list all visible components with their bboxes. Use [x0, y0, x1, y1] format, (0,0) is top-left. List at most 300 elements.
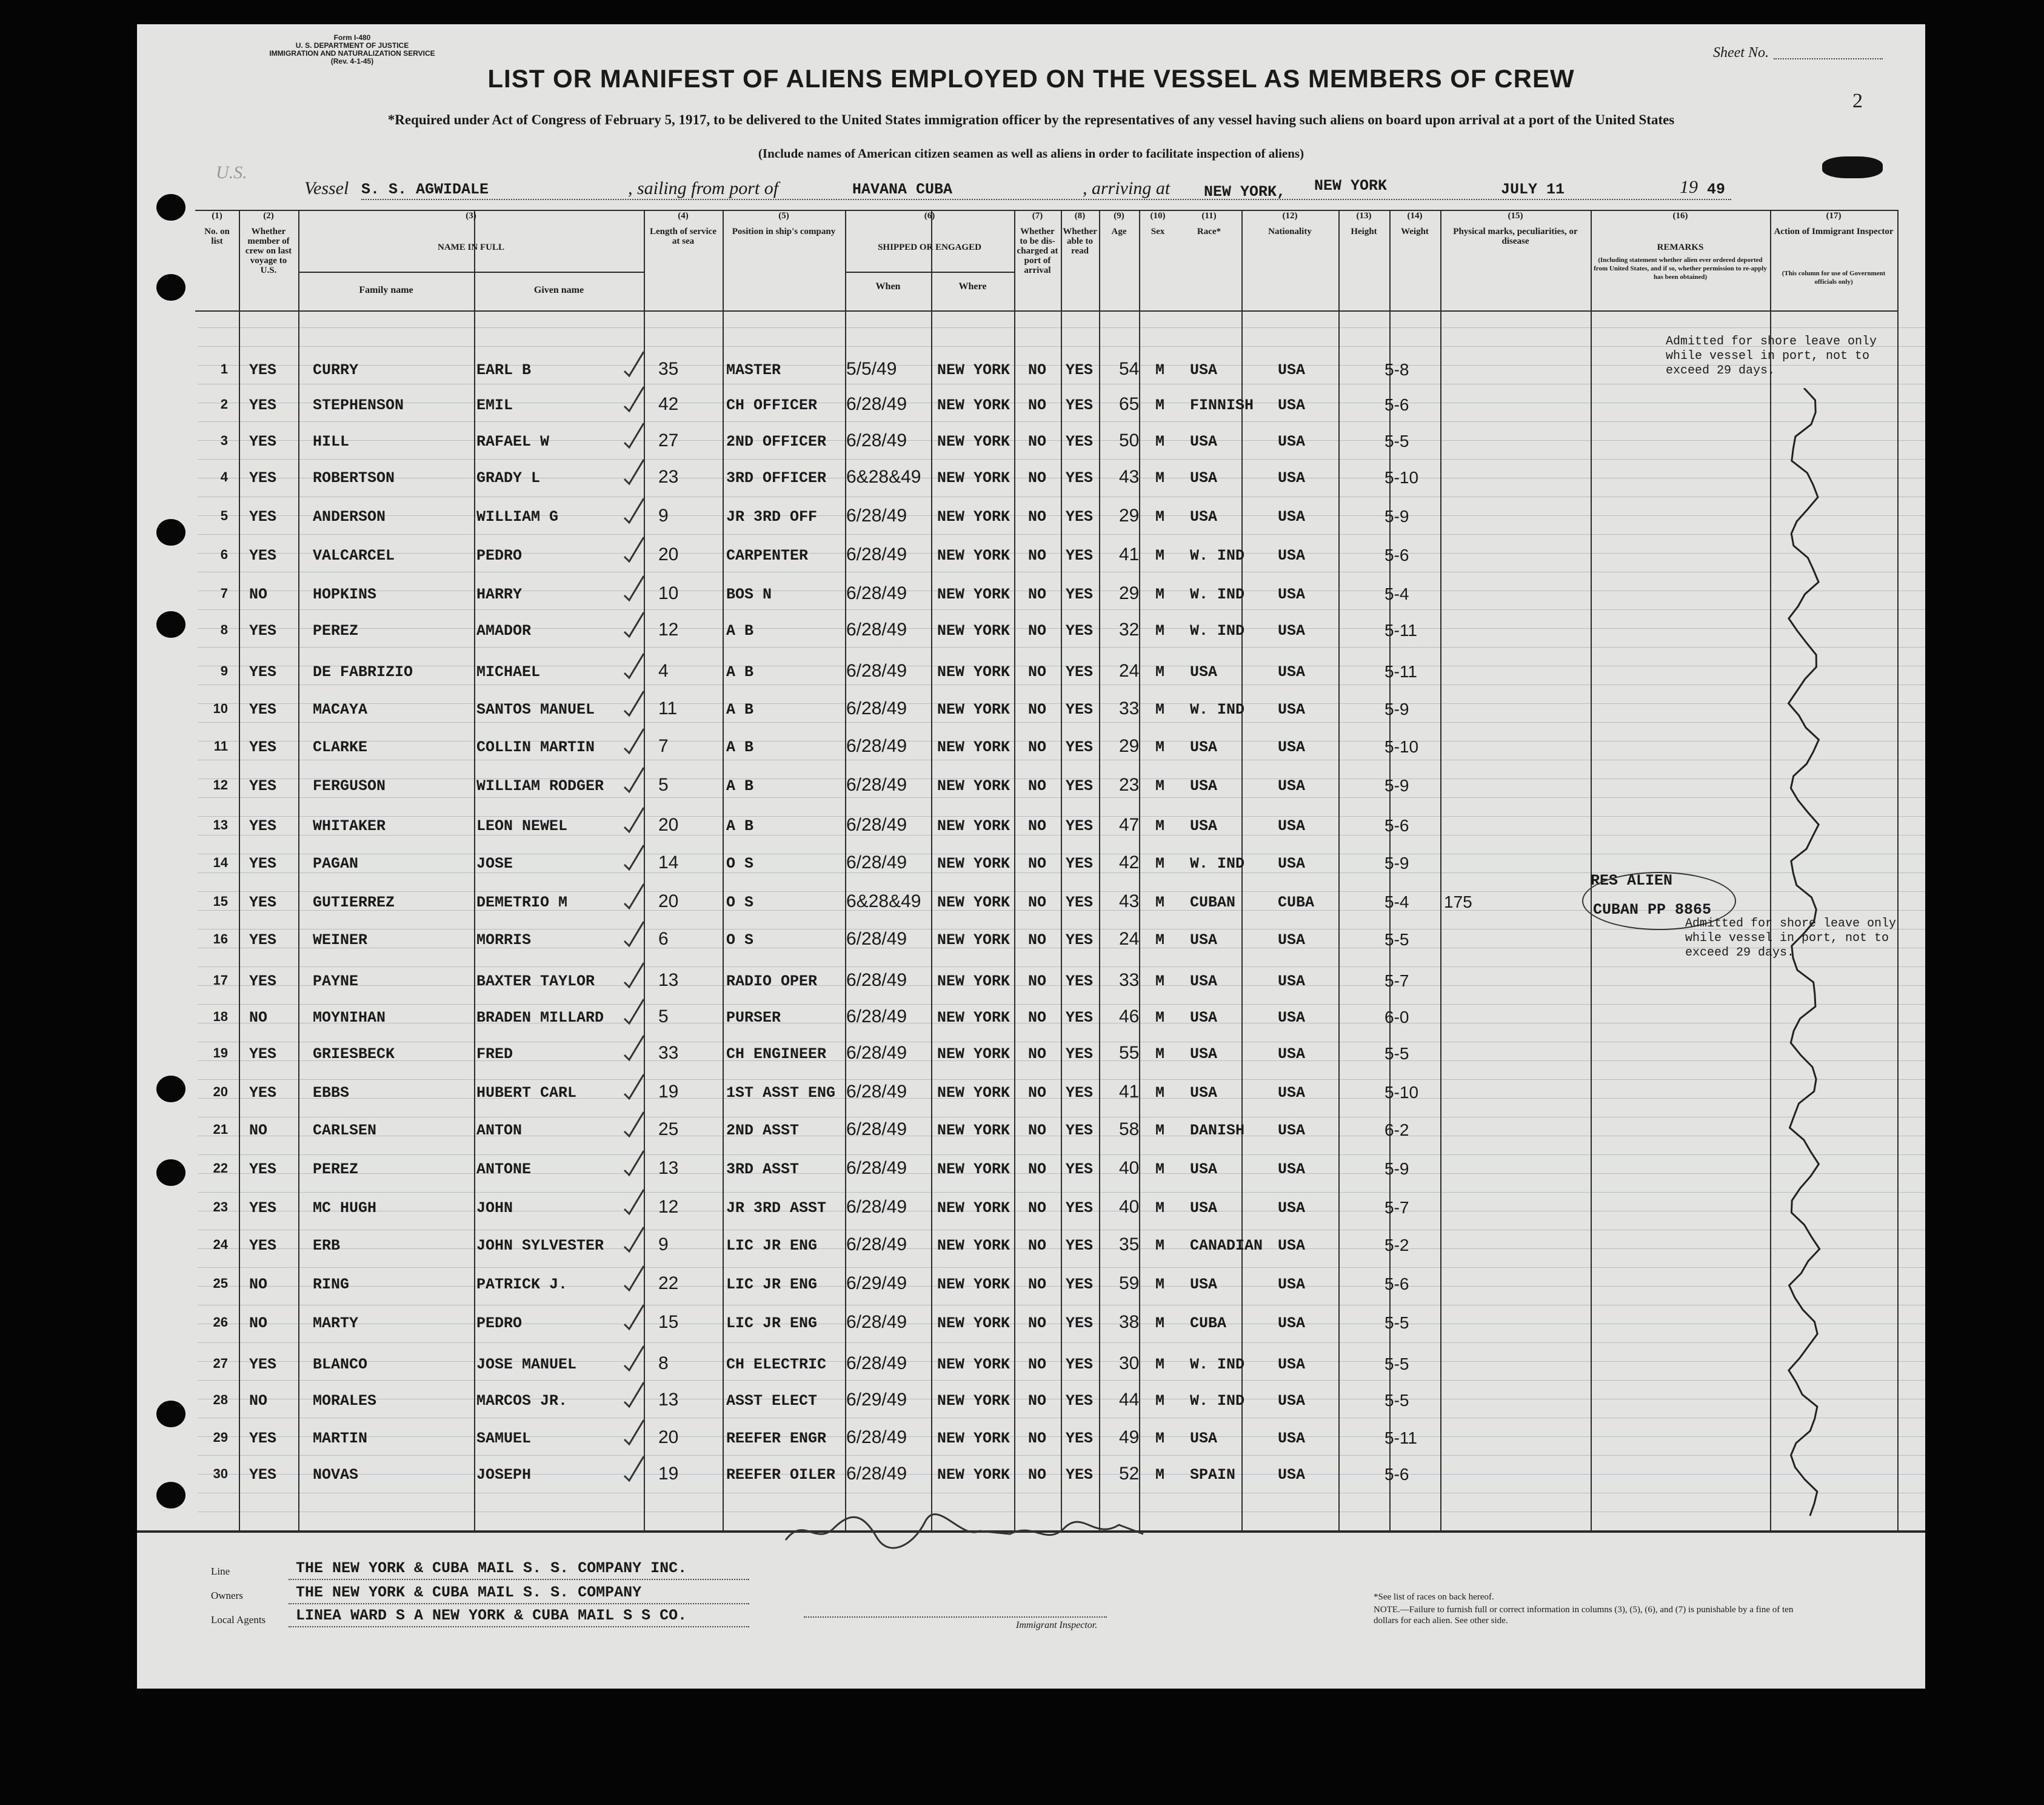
height: 5-9 [1384, 854, 1409, 872]
line-underline [289, 1579, 749, 1580]
nationality: CUBA [1278, 894, 1315, 911]
family-name: ERB [313, 1237, 341, 1254]
height: 5-2 [1384, 1236, 1409, 1254]
position: O S [726, 931, 754, 949]
able-to-read: YES [1066, 701, 1094, 718]
shipped-where: NEW YORK [937, 1276, 1010, 1293]
sex: M [1155, 1237, 1165, 1254]
shipped-subdivider [931, 272, 932, 1530]
age: 29 [1119, 583, 1140, 603]
column-title: Nationality [1268, 227, 1312, 236]
age: 54 [1119, 359, 1140, 379]
height: 5-7 [1384, 1198, 1409, 1217]
service-length: 13 [658, 1390, 679, 1410]
shipped-when: 6/28/49 [846, 1464, 907, 1484]
family-name: MORALES [313, 1392, 377, 1410]
column-divider [1014, 210, 1015, 1530]
check-mark-icon [622, 919, 646, 949]
shipped-when: 6/28/49 [846, 1043, 907, 1063]
able-to-read: YES [1066, 1199, 1094, 1217]
service-length: 20 [658, 815, 679, 835]
row-number: 21 [213, 1122, 228, 1137]
shipped-when: 6/28/49 [846, 1119, 907, 1139]
discharged: NO [1028, 433, 1047, 450]
year-suffix: 49 [1707, 181, 1726, 198]
shipped-when: 6/28/49 [846, 1234, 907, 1254]
able-to-read: YES [1066, 1237, 1094, 1254]
given-name: MORRIS [476, 931, 532, 949]
shipped-where: NEW YORK [937, 777, 1010, 795]
shipped-when: 6/28/49 [846, 1082, 907, 1102]
row-number: 29 [213, 1430, 228, 1445]
race: USA [1190, 777, 1218, 795]
able-to-read: YES [1066, 1009, 1094, 1026]
height: 5-6 [1384, 1465, 1409, 1484]
able-to-read: YES [1066, 663, 1094, 681]
height: 6-2 [1384, 1120, 1409, 1139]
column-title: Whether member of crew on last voyage to U.S. [245, 227, 292, 275]
column-divider [1061, 210, 1062, 1530]
given-name: SAMUEL [476, 1430, 532, 1447]
discharged: NO [1028, 1276, 1047, 1293]
crew-last-voyage: YES [249, 1466, 277, 1484]
family-name: ANDERSON [313, 508, 386, 526]
service-name: IMMIGRATION AND NATURALIZATION SERVICE [269, 49, 435, 58]
row-number: 18 [213, 1009, 228, 1024]
given-name: HUBERT CARL [476, 1084, 577, 1102]
row-number: 12 [213, 777, 228, 792]
check-mark-icon [622, 1187, 646, 1217]
position: CH ENGINEER [726, 1045, 827, 1063]
shipped-when: 6/28/49 [846, 929, 907, 949]
sex: M [1155, 586, 1165, 603]
vessel-label: Vessel [304, 178, 349, 198]
given-name: JOHN SYLVESTER [476, 1237, 604, 1254]
able-to-read: YES [1066, 508, 1094, 526]
nationality: USA [1278, 361, 1306, 379]
sex: M [1155, 469, 1165, 487]
column-title: Whether to be dis-charged at port of arrival [1017, 227, 1058, 275]
column-header [1139, 211, 1177, 332]
family-name: PAGAN [313, 855, 359, 872]
nationality: USA [1278, 1392, 1306, 1410]
given-name: AMADOR [476, 622, 532, 640]
race: W. IND [1190, 1356, 1245, 1373]
column-number: (17) [1826, 211, 1842, 221]
sex: M [1155, 777, 1165, 795]
sex: M [1155, 931, 1165, 949]
crew-last-voyage: YES [249, 1199, 277, 1217]
able-to-read: YES [1066, 855, 1094, 872]
row-number: 4 [220, 469, 228, 484]
row-number: 9 [220, 663, 228, 678]
able-to-read: YES [1066, 777, 1094, 795]
able-to-read: YES [1066, 1392, 1094, 1410]
height: 5-5 [1384, 930, 1409, 949]
shipped-where: NEW YORK [937, 1045, 1010, 1063]
crew-last-voyage: YES [249, 1045, 277, 1063]
race: W. IND [1190, 701, 1245, 718]
given-name: BRADEN MILLARD [476, 1009, 604, 1026]
family-name: WHITAKER [313, 817, 386, 835]
shipped-where: NEW YORK [937, 1199, 1010, 1217]
column-number: (5) [778, 211, 789, 221]
sex: M [1155, 1084, 1165, 1102]
discharged: NO [1028, 1160, 1047, 1178]
age: 33 [1119, 698, 1140, 718]
column-header [1440, 211, 1591, 332]
given-name: SANTOS MANUEL [476, 701, 595, 718]
able-to-read: YES [1066, 1122, 1094, 1139]
crew-last-voyage: YES [249, 1430, 277, 1447]
race: USA [1190, 1045, 1218, 1063]
service-length: 42 [658, 394, 679, 414]
service-length: 13 [658, 1158, 679, 1178]
able-to-read: YES [1066, 973, 1094, 990]
discharged: NO [1028, 397, 1047, 414]
shipped-where: NEW YORK [937, 1237, 1010, 1254]
column-header [845, 211, 1014, 332]
column-number: (14) [1407, 211, 1423, 221]
discharged: NO [1028, 1237, 1047, 1254]
column-title: Whether able to read [1063, 227, 1097, 256]
family-name: GRIESBECK [313, 1045, 395, 1063]
able-to-read: YES [1066, 1466, 1094, 1484]
column-header [723, 211, 845, 332]
crew-last-voyage: NO [249, 1122, 268, 1139]
penalty-note: NOTE.—Failure to furnish full or correct information in columns (3), (5), (6), and (7) is punishable by a fine of ten dollars for each alien. See other side. [1374, 1605, 1794, 1626]
check-mark-icon [622, 765, 646, 795]
service-length: 25 [658, 1119, 679, 1139]
form-number: Form I-480 [333, 33, 371, 42]
nationality: USA [1278, 547, 1306, 564]
column-divider [723, 210, 724, 1530]
row-number: 1 [220, 361, 228, 377]
crew-last-voyage: YES [249, 1084, 277, 1102]
family-name: CURRY [313, 361, 359, 379]
shipped-where: NEW YORK [937, 547, 1010, 564]
discharged: NO [1028, 701, 1047, 718]
service-length: 9 [658, 1234, 669, 1254]
year-prefix: 19 [1680, 177, 1698, 197]
column-title: SHIPPED OR ENGAGED [878, 243, 981, 252]
crew-last-voyage: YES [249, 855, 277, 872]
check-mark-icon [622, 384, 646, 415]
crew-last-voyage: YES [249, 894, 277, 911]
given-name: WILLIAM G [476, 508, 559, 526]
family-name: STEPHENSON [313, 397, 404, 414]
row-number: 10 [213, 701, 228, 716]
age: 40 [1119, 1158, 1140, 1178]
discharged: NO [1028, 1314, 1047, 1332]
column-title: Physical marks, peculiarities, or disease [1453, 227, 1578, 246]
where-header: Where [958, 281, 987, 292]
race: USA [1190, 1009, 1218, 1026]
family-name: WEINER [313, 931, 368, 949]
column-title: Weight [1401, 227, 1429, 236]
remarks-subnote: (Including statement whether alien ever ordered deported from United States, and if so, whether permission to re-apply has been obtained) [1594, 256, 1767, 281]
crew-last-voyage: YES [249, 817, 277, 835]
column-title: No. on list [204, 227, 230, 246]
nationality: USA [1278, 1122, 1306, 1139]
column-header [1014, 211, 1061, 332]
discharged: NO [1028, 1122, 1047, 1139]
column-number: (10) [1150, 211, 1166, 221]
family-name: PAYNE [313, 973, 359, 990]
inspector-signature-line [804, 1616, 1107, 1618]
age: 24 [1119, 661, 1140, 681]
able-to-read: YES [1066, 433, 1094, 450]
crew-last-voyage: YES [249, 361, 277, 379]
check-mark-icon [622, 457, 646, 487]
check-mark-icon [622, 1110, 646, 1140]
nationality: USA [1278, 973, 1306, 990]
service-length: 11 [658, 698, 678, 718]
nationality: USA [1278, 622, 1306, 640]
row-number: 5 [220, 508, 228, 523]
arriving-state: NEW YORK [1314, 177, 1388, 195]
row-number: 30 [213, 1466, 228, 1481]
shipped-where: NEW YORK [937, 469, 1010, 487]
column-number: (15) [1508, 211, 1523, 221]
discharged: NO [1028, 663, 1047, 681]
sex: M [1155, 622, 1165, 640]
column-number: (9) [1114, 211, 1124, 221]
age: 35 [1119, 1234, 1140, 1254]
shipped-when: 6/28/49 [846, 698, 907, 718]
nationality: USA [1278, 1276, 1306, 1293]
row-number: 16 [213, 931, 228, 946]
shipped-where: NEW YORK [937, 1314, 1010, 1332]
punch-hole [156, 274, 185, 301]
position: A B [726, 622, 754, 640]
height: 5-9 [1384, 776, 1409, 795]
discharged: NO [1028, 894, 1047, 911]
nationality: USA [1278, 1199, 1306, 1217]
sex: M [1155, 1199, 1165, 1217]
age: 52 [1119, 1464, 1140, 1484]
height: 5-7 [1384, 971, 1409, 990]
able-to-read: YES [1066, 586, 1094, 603]
service-length: 8 [658, 1353, 669, 1373]
given-name: MICHAEL [476, 663, 541, 681]
check-mark-icon [622, 496, 646, 526]
crew-last-voyage: NO [249, 1009, 268, 1026]
position: CH OFFICER [726, 397, 818, 414]
able-to-read: YES [1066, 622, 1094, 640]
sex: M [1155, 1466, 1165, 1484]
discharged: NO [1028, 1009, 1047, 1026]
column-header [298, 211, 644, 332]
height: 5-6 [1384, 395, 1409, 414]
height: 5-5 [1384, 1355, 1409, 1373]
column-title: Length of service at sea [650, 227, 716, 246]
family-name: HILL [313, 433, 350, 450]
crew-last-voyage: YES [249, 469, 277, 487]
family-name: MARTY [313, 1314, 359, 1332]
sex: M [1155, 361, 1165, 379]
shipped-where: NEW YORK [937, 361, 1010, 379]
given-name: GRADY L [476, 469, 541, 487]
position: PURSER [726, 1009, 781, 1026]
given-name: RAFAEL W [476, 433, 550, 450]
check-mark-icon [622, 574, 646, 604]
discharged: NO [1028, 1392, 1047, 1410]
vessel-name: S. S. AGWIDALE [361, 181, 489, 198]
shipped-where: NEW YORK [937, 738, 1010, 756]
race: W. IND [1190, 1392, 1245, 1410]
service-length: 20 [658, 1427, 679, 1447]
when-header: When [875, 281, 901, 292]
column-number: (13) [1356, 211, 1372, 221]
column-header [644, 211, 723, 332]
service-length: 22 [658, 1273, 679, 1293]
age: 29 [1119, 506, 1140, 526]
age: 23 [1119, 775, 1140, 795]
position: ASST ELECT [726, 1392, 818, 1410]
nationality: USA [1278, 701, 1306, 718]
position: JR 3RD ASST [726, 1199, 827, 1217]
row-number: 28 [213, 1392, 228, 1407]
given-name: JOHN [476, 1199, 513, 1217]
position: A B [726, 777, 754, 795]
shipped-when: 6/28/49 [846, 775, 907, 795]
shipped-where: NEW YORK [937, 931, 1010, 949]
discharged: NO [1028, 777, 1047, 795]
agents-label: Local Agents [211, 1614, 266, 1626]
age: 50 [1119, 430, 1140, 450]
nationality: USA [1278, 663, 1306, 681]
shore-leave-stamp-2: Admitted for shore leave only while vessel in port, not to exceed 29 days. [1685, 917, 1897, 960]
height: 5-4 [1384, 584, 1409, 603]
check-mark-icon [622, 1302, 646, 1333]
height: 5-5 [1384, 432, 1409, 450]
revision-date: (Rev. 4-1-45) [330, 57, 374, 65]
shipped-when: 6&28&49 [846, 467, 921, 487]
able-to-read: YES [1066, 817, 1094, 835]
column-title: Action of Immigrant Inspector [1774, 227, 1894, 236]
row-number: 26 [213, 1314, 228, 1330]
nationality: USA [1278, 931, 1306, 949]
service-length: 4 [658, 661, 669, 681]
sex: M [1155, 1160, 1165, 1178]
nationality: USA [1278, 433, 1306, 450]
age: 24 [1119, 929, 1140, 949]
nationality: USA [1278, 1466, 1306, 1484]
height: 5-6 [1384, 546, 1409, 564]
column-header [1241, 211, 1338, 332]
check-mark-icon [622, 1033, 646, 1063]
nationality: USA [1278, 738, 1306, 756]
age: 29 [1119, 736, 1140, 756]
shipped-where: NEW YORK [937, 586, 1010, 603]
given-name: HARRY [476, 586, 523, 603]
service-length: 7 [658, 736, 669, 756]
discharged: NO [1028, 973, 1047, 990]
row-number: 8 [220, 622, 228, 637]
crew-last-voyage: YES [249, 508, 277, 526]
check-mark-icon [622, 1344, 646, 1374]
manifest-page [137, 24, 1925, 1689]
sheet-number-line [1774, 58, 1883, 59]
shipped-where: NEW YORK [937, 973, 1010, 990]
age: 30 [1119, 1353, 1140, 1373]
age: 65 [1119, 394, 1140, 414]
punch-hole [156, 1401, 185, 1427]
able-to-read: YES [1066, 469, 1094, 487]
crew-last-voyage: YES [249, 433, 277, 450]
race: USA [1190, 817, 1218, 835]
race: W. IND [1190, 586, 1245, 603]
ink-blot [1822, 156, 1883, 178]
discharged: NO [1028, 1045, 1047, 1063]
shipped-where: NEW YORK [937, 894, 1010, 911]
given-name: JOSE [476, 855, 513, 872]
punch-hole [156, 194, 185, 221]
check-mark-icon [622, 421, 646, 451]
column-title: REMARKS [1657, 243, 1704, 252]
service-length: 20 [658, 891, 679, 911]
given-name: PATRICK J. [476, 1276, 568, 1293]
check-mark-icon [622, 1072, 646, 1102]
crew-last-voyage: YES [249, 1356, 277, 1373]
given-name: JOSE MANUEL [476, 1356, 577, 1373]
column-number: (6) [924, 211, 935, 221]
check-mark-icon [622, 805, 646, 836]
race: USA [1190, 508, 1218, 526]
nationality: USA [1278, 1430, 1306, 1447]
service-length: 35 [658, 359, 679, 379]
sex: M [1155, 397, 1165, 414]
position: REEFER OILER [726, 1466, 836, 1484]
height: 5-9 [1384, 700, 1409, 718]
age: 32 [1119, 620, 1140, 640]
owners-value: THE NEW YORK & CUBA MAIL S. S. COMPANY [296, 1584, 642, 1601]
form-info [264, 34, 440, 65]
height: 5-5 [1384, 1313, 1409, 1332]
sex: M [1155, 1430, 1165, 1447]
sex: M [1155, 433, 1165, 450]
check-mark-icon [622, 610, 646, 640]
discharged: NO [1028, 855, 1047, 872]
able-to-read: YES [1066, 1430, 1094, 1447]
shipped-where: NEW YORK [937, 1392, 1010, 1410]
column-header [1061, 211, 1099, 332]
shipped-when: 6/28/49 [846, 506, 907, 526]
discharged: NO [1028, 931, 1047, 949]
race: USA [1190, 1084, 1218, 1102]
race: CUBA [1190, 1314, 1227, 1332]
given-name: COLLIN MARTIN [476, 738, 595, 756]
position: 3RD ASST [726, 1160, 800, 1178]
nationality: USA [1278, 1009, 1306, 1026]
owners-underline [289, 1603, 749, 1604]
able-to-read: YES [1066, 738, 1094, 756]
check-mark-icon [622, 651, 646, 681]
column-divider [298, 210, 299, 1530]
line-value: THE NEW YORK & CUBA MAIL S. S. COMPANY INC. [296, 1559, 687, 1577]
service-length: 33 [658, 1043, 679, 1063]
race: USA [1190, 1430, 1218, 1447]
family-name: BLANCO [313, 1356, 368, 1373]
able-to-read: YES [1066, 1045, 1094, 1063]
given-name: ANTON [476, 1122, 523, 1139]
row-number: 17 [213, 973, 228, 988]
shipped-where: NEW YORK [937, 1084, 1010, 1102]
discharged: NO [1028, 1356, 1047, 1373]
given-name: FRED [476, 1045, 513, 1063]
nationality: USA [1278, 1160, 1306, 1178]
